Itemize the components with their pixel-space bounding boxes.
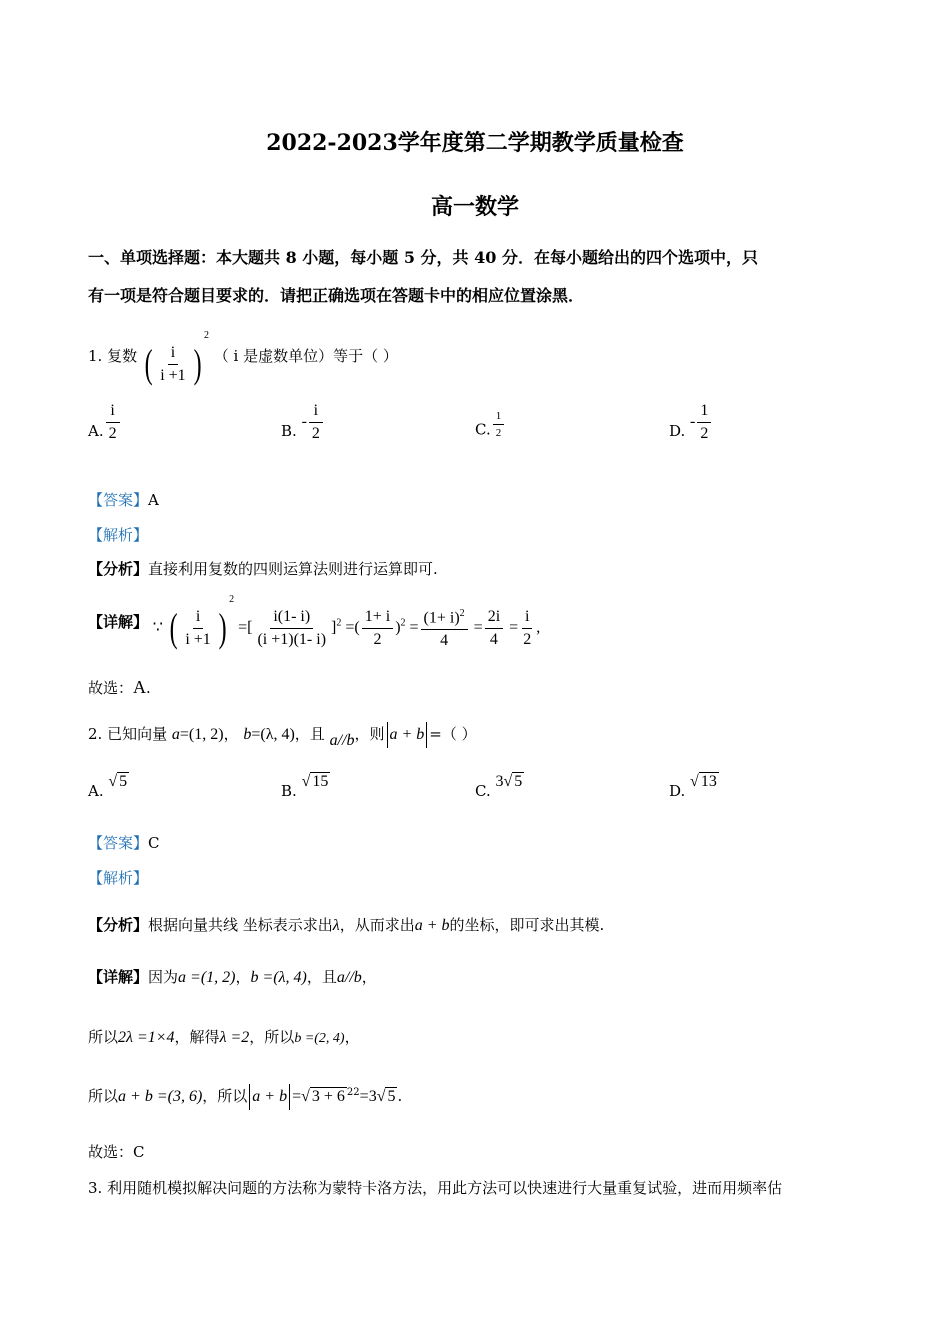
q1-expression: ( $\frac{i}{i +1}$ )$^2$ (144, 330, 209, 387)
q2-answer: 【答案】C (88, 834, 160, 852)
q1-prefix: 1. 复数 (88, 347, 138, 366)
q2-detail-line3: 所以a + b =(3, 6)，所以 a + b =√ 3 + 6 $^{22}$=3√ 5 . (88, 1084, 402, 1110)
section-heading-line2: 有一项是符合题目要求的．请把正确选项在答题卡中的相应位置涂黑． (88, 286, 585, 305)
q2-option-d: D. √ 13 (669, 773, 717, 800)
question-3: 3. 利用随机模拟解决问题的方法称为蒙特卡洛方法，用此方法可以快速进行大量重复试验，进而用频率估 (88, 1179, 783, 1197)
q1-analysis-tag: 【解析】 (88, 526, 149, 544)
section-heading-line1: 一、单项选择题：本大题共 8 小题，每小题 5 分，共 40 分．在每小题给出的四个选项中，只 (88, 248, 758, 267)
q2-detail-line2: 所以2λ =1×4，解得λ =2，所以b =(2, 4)， (88, 1028, 360, 1046)
q2-detail-line1: 【详解】因为a =(1, 2)，b =(λ, 4)，且a//b， (88, 968, 377, 986)
q1-option-b: B. - $\frac{i}{2}$ (281, 402, 325, 442)
question-2: 2. 已知向量 a=(1, 2)， b=(λ, 4)，且 a//b，则 a + b =（ ） (88, 722, 477, 750)
page-title: 2022-2023学年度第二学期教学质量检查 (266, 130, 684, 156)
q1-option-a: A. $\frac{i}{2}$ (88, 402, 122, 442)
q2-option-a: A. √ 5 (88, 773, 128, 800)
q2-fenxi: 【分析】根据向量共线 坐标表示求出λ，从而求出a + b的坐标，即可求出其模. (88, 916, 605, 934)
q1-fenxi: 【分析】直接利用复数的四则运算法则进行运算即可. (88, 560, 438, 578)
q1-option-c: C. $\frac{1}{2}$ (475, 410, 506, 439)
q2-option-c: C. 3√ 5 (475, 773, 523, 800)
q1-option-d: D. - $\frac{1}{2}$ (669, 402, 713, 442)
q1-answer: 【答案】A (88, 491, 159, 509)
page-subtitle: 高一数学 (430, 194, 519, 220)
q2-choose: 故选：C (88, 1143, 145, 1161)
q1-suffix: （ i 是虚数单位）等于（ ） (213, 347, 398, 366)
q2-analysis-tag: 【解析】 (88, 869, 149, 887)
q1-choose: 故选：A. (88, 677, 151, 697)
q2-option-b: B. √ 15 (281, 773, 329, 800)
question-1 (88, 330, 398, 387)
q1-detail: 【详解】 ∵ ( $\frac{i}{i +1}$ )$^2$ =[ $\frac{i(1- i)}{(i +1)(1- i)}$ ]$^2$ =( $\frac{1+ i}{2}$ )$^2$ = $\frac{(1+ i)^2}{4}$ = $\frac{2i}{4}$ = $\frac{i}{2}$ , (88, 594, 541, 651)
